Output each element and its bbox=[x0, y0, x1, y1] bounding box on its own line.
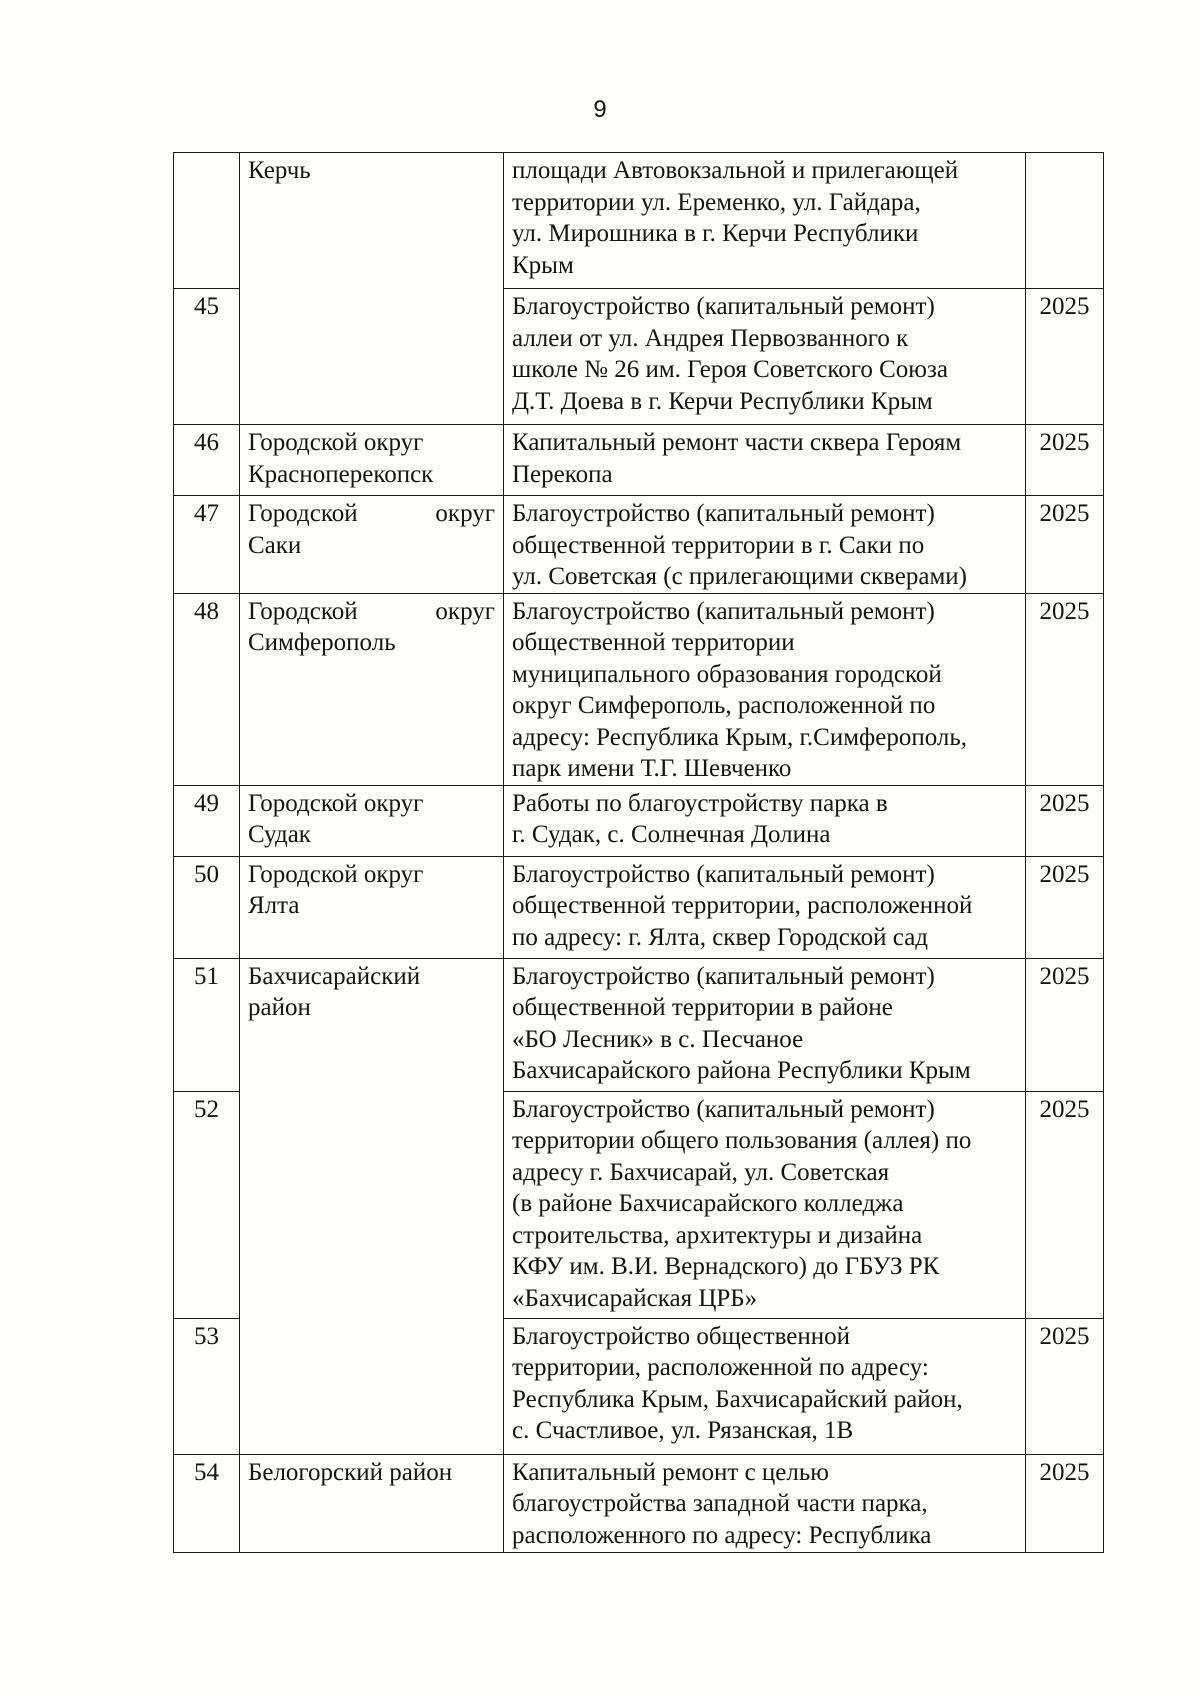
municipality-line: Саки bbox=[248, 531, 302, 559]
object-line: Капитальный ремонт части сквера Героям bbox=[512, 429, 962, 456]
object-cell bbox=[504, 1454, 1026, 1552]
table-row bbox=[174, 958, 1104, 1091]
object-line: КФУ им. В.И. Вернадского) до ГБУЗ РК bbox=[512, 1253, 940, 1280]
object-cell bbox=[504, 289, 1026, 425]
municipality-line: Красноперекопск bbox=[248, 460, 434, 488]
year-cell: 2025 bbox=[1026, 1091, 1104, 1318]
municipality-word: Городской bbox=[248, 597, 358, 625]
object-cell bbox=[504, 856, 1026, 958]
table-row bbox=[174, 785, 1104, 856]
object-cell bbox=[504, 958, 1026, 1091]
object-line: общественной территории в районе bbox=[512, 994, 893, 1021]
object-line: территории общего пользования (аллея) по bbox=[512, 1127, 972, 1154]
object-line: муниципального образования городской bbox=[512, 660, 942, 688]
object-line: адресу г. Бахчисарай, ул. Советская bbox=[512, 1158, 890, 1186]
object-line: парк имени Т.Г. Шевченко bbox=[512, 755, 792, 782]
object-line: аллеи от ул. Андрея Первозванного к bbox=[512, 324, 909, 352]
municipality-line bbox=[248, 498, 495, 530]
object-line: округ Симферополь, расположенной по bbox=[512, 692, 936, 719]
object-line: г. Судак, с. Солнечная Долина bbox=[512, 821, 831, 848]
year-cell: 2025 bbox=[1026, 289, 1104, 425]
object-line: по адресу: г. Ялта, сквер Городской сад bbox=[512, 923, 929, 951]
row-number: 47 bbox=[174, 496, 240, 594]
row-number: 53 bbox=[174, 1318, 240, 1454]
municipality-line: Городской округ bbox=[248, 429, 424, 456]
row-number: 48 bbox=[174, 593, 240, 785]
municipality-cell bbox=[240, 785, 504, 856]
object-line: ул. Советская (с прилегающими скверами) bbox=[512, 563, 967, 590]
year-cell: 2025 bbox=[1026, 496, 1104, 594]
year-cell bbox=[1026, 153, 1104, 289]
table-row bbox=[174, 153, 1104, 289]
object-line: общественной территории в г. Саки по bbox=[512, 531, 925, 559]
object-cell bbox=[504, 425, 1026, 496]
object-line: ул. Мирошника в г. Керчи Республики bbox=[512, 220, 919, 247]
municipality-word: округ bbox=[435, 597, 495, 625]
row-number: 45 bbox=[174, 289, 240, 425]
object-line: Республика Крым, Бахчисарайский район, bbox=[512, 1385, 963, 1413]
municipality-line: Ялта bbox=[248, 892, 300, 919]
table-row bbox=[174, 1454, 1104, 1552]
object-cell bbox=[504, 1091, 1026, 1318]
year-cell: 2025 bbox=[1026, 1454, 1104, 1552]
object-line: общественной территории bbox=[512, 629, 795, 656]
object-line: Работы по благоустройству парка в bbox=[512, 789, 888, 817]
object-cell bbox=[504, 496, 1026, 594]
object-line: площади Автовокзальной и прилегающей bbox=[512, 157, 959, 184]
municipality-cell bbox=[240, 856, 504, 958]
municipality-line: Бахчисарайский bbox=[248, 962, 421, 990]
object-line: территории ул. Еременко, ул. Гайдара, bbox=[512, 188, 921, 216]
row-number: 46 bbox=[174, 425, 240, 496]
row-number: 54 bbox=[174, 1454, 240, 1552]
table-row bbox=[174, 496, 1104, 594]
object-line: Перекопа bbox=[512, 460, 613, 488]
object-line: Благоустройство (капитальный ремонт) bbox=[512, 962, 935, 990]
object-line: благоустройства западной части парка, bbox=[512, 1490, 928, 1517]
object-line: с. Счастливое, ул. Рязанская, 1В bbox=[512, 1417, 854, 1444]
object-line: Благоустройство (капитальный ремонт) bbox=[512, 500, 935, 527]
year-cell: 2025 bbox=[1026, 785, 1104, 856]
municipality-line: Судак bbox=[248, 821, 311, 848]
row-number: 52 bbox=[174, 1091, 240, 1318]
municipality-cell bbox=[240, 425, 504, 496]
municipality-word: Городской bbox=[248, 500, 358, 527]
table-row bbox=[174, 425, 1104, 496]
object-line: «БО Лесник» в с. Песчаное bbox=[512, 1025, 804, 1053]
object-line: Благоустройство (капитальный ремонт) bbox=[512, 1095, 935, 1123]
municipality-line: Белогорский район bbox=[248, 1458, 453, 1486]
object-cell bbox=[504, 153, 1026, 289]
table-row bbox=[174, 856, 1104, 958]
table-row bbox=[174, 593, 1104, 785]
row-number: 51 bbox=[174, 958, 240, 1091]
object-line: расположенного по адресу: Республика bbox=[512, 1521, 932, 1549]
municipality-word: округ bbox=[435, 500, 495, 527]
objects-table bbox=[173, 152, 1104, 1553]
municipality-cell bbox=[240, 153, 504, 425]
object-line: Благоустройство (капитальный ремонт) bbox=[512, 597, 935, 625]
object-line: Капитальный ремонт с целью bbox=[512, 1458, 829, 1486]
object-line: Благоустройство (капитальный ремонт) bbox=[512, 293, 935, 320]
municipality-line bbox=[248, 596, 495, 628]
municipality-cell bbox=[240, 496, 504, 594]
municipality-cell bbox=[240, 593, 504, 785]
object-cell bbox=[504, 785, 1026, 856]
object-line: Крым bbox=[512, 251, 574, 279]
object-line: адресу: Республика Крым, г.Симферополь, bbox=[512, 723, 967, 751]
year-cell: 2025 bbox=[1026, 1318, 1104, 1454]
object-line: «Бахчисарайская ЦРБ» bbox=[512, 1284, 758, 1312]
year-cell: 2025 bbox=[1026, 593, 1104, 785]
object-line: общественной территории, расположенной bbox=[512, 892, 973, 919]
object-cell bbox=[504, 1318, 1026, 1454]
year-cell: 2025 bbox=[1026, 425, 1104, 496]
object-line: территории, расположенной по адресу: bbox=[512, 1354, 929, 1381]
municipality-line: Городской округ bbox=[248, 860, 424, 888]
municipality-line: Керчь bbox=[248, 157, 311, 184]
municipality-cell bbox=[240, 1454, 504, 1552]
municipality-line: Городской округ bbox=[248, 789, 424, 817]
year-cell: 2025 bbox=[1026, 958, 1104, 1091]
object-line: Благоустройство общественной bbox=[512, 1322, 850, 1350]
row-number: 50 bbox=[174, 856, 240, 958]
object-line: Д.Т. Доева в г. Керчи Республики Крым bbox=[512, 387, 933, 415]
object-cell bbox=[504, 593, 1026, 785]
object-line: Бахчисарайского района Республики Крым bbox=[512, 1057, 971, 1084]
page-number: 9 bbox=[593, 96, 607, 123]
object-line: строительства, архитектуры и дизайна bbox=[512, 1221, 923, 1249]
municipality-line: Симферополь bbox=[248, 629, 396, 656]
municipality-cell bbox=[240, 958, 504, 1454]
row-number bbox=[174, 153, 240, 289]
object-line: (в районе Бахчисарайского колледжа bbox=[512, 1190, 904, 1217]
object-line: школе № 26 им. Героя Советского Союза bbox=[512, 356, 948, 383]
row-number: 49 bbox=[174, 785, 240, 856]
object-line: Благоустройство (капитальный ремонт) bbox=[512, 860, 935, 888]
year-cell: 2025 bbox=[1026, 856, 1104, 958]
municipality-line: район bbox=[248, 994, 311, 1021]
